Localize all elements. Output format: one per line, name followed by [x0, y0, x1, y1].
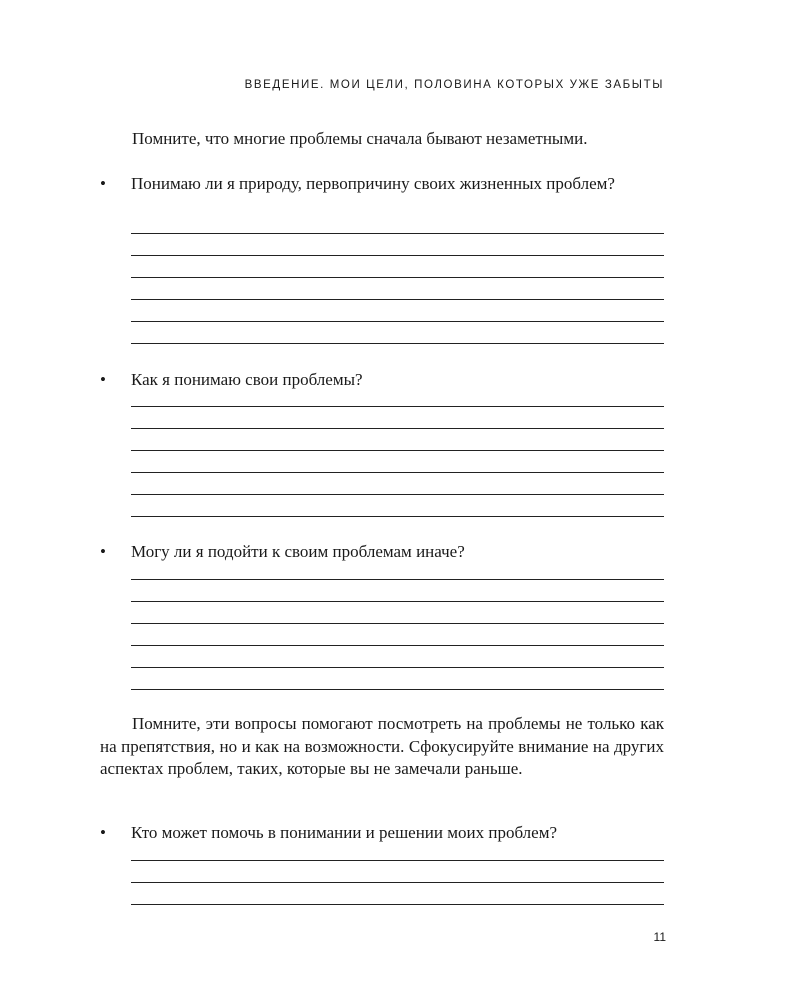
- answer-line[interactable]: [131, 624, 664, 646]
- answer-lines: [131, 839, 664, 905]
- answer-line[interactable]: [131, 429, 664, 451]
- answer-line[interactable]: [131, 580, 664, 602]
- answer-line[interactable]: [131, 278, 664, 300]
- question-item: [100, 173, 664, 195]
- bullet-icon: •: [100, 370, 106, 389]
- answer-line[interactable]: [131, 385, 664, 407]
- answer-line[interactable]: [131, 495, 664, 517]
- answer-lines: [131, 385, 664, 517]
- answer-line[interactable]: [131, 839, 664, 861]
- answer-line[interactable]: [131, 883, 664, 905]
- answer-line[interactable]: [131, 558, 664, 580]
- answer-line[interactable]: [131, 451, 664, 473]
- reminder-paragraph: Помните, эти вопросы помогают посмотреть на проблемы не только как на препятствия, но и как на возможности. Сфокусируйте внимание на других аспектах проблем, таких, которые вы не замечали раньше.: [100, 714, 664, 778]
- answer-line[interactable]: [131, 256, 664, 278]
- answer-line[interactable]: [131, 646, 664, 668]
- bullet-icon: •: [100, 823, 106, 842]
- answer-line[interactable]: [131, 668, 664, 690]
- answer-lines: [131, 558, 664, 690]
- question-text: Кто может помочь в понимании и решении моих проблем?: [131, 823, 558, 842]
- bullet-icon: •: [100, 174, 106, 193]
- bullet-icon: •: [100, 542, 106, 561]
- question-text: Понимаю ли я природу, первопричину своих жизненных проблем?: [131, 174, 615, 193]
- answer-lines: [131, 212, 664, 344]
- answer-line[interactable]: [131, 473, 664, 495]
- question-text: Могу ли я подойти к своим проблемам иначе?: [131, 542, 465, 561]
- page-number: 11: [653, 930, 666, 944]
- answer-line[interactable]: [131, 300, 664, 322]
- answer-line[interactable]: [131, 212, 664, 234]
- question-text: Как я понимаю свои проблемы?: [131, 370, 363, 389]
- intro-paragraph: Помните, что многие проблемы сначала бывают незаметными.: [132, 129, 588, 148]
- answer-line[interactable]: [131, 861, 664, 883]
- answer-line[interactable]: [131, 322, 664, 344]
- answer-line[interactable]: [131, 407, 664, 429]
- answer-line[interactable]: [131, 602, 664, 624]
- running-header: ВВЕДЕНИЕ. МОИ ЦЕЛИ, ПОЛОВИНА КОТОРЫХ УЖЕ ЗАБЫТЫ: [244, 79, 664, 91]
- answer-line[interactable]: [131, 234, 664, 256]
